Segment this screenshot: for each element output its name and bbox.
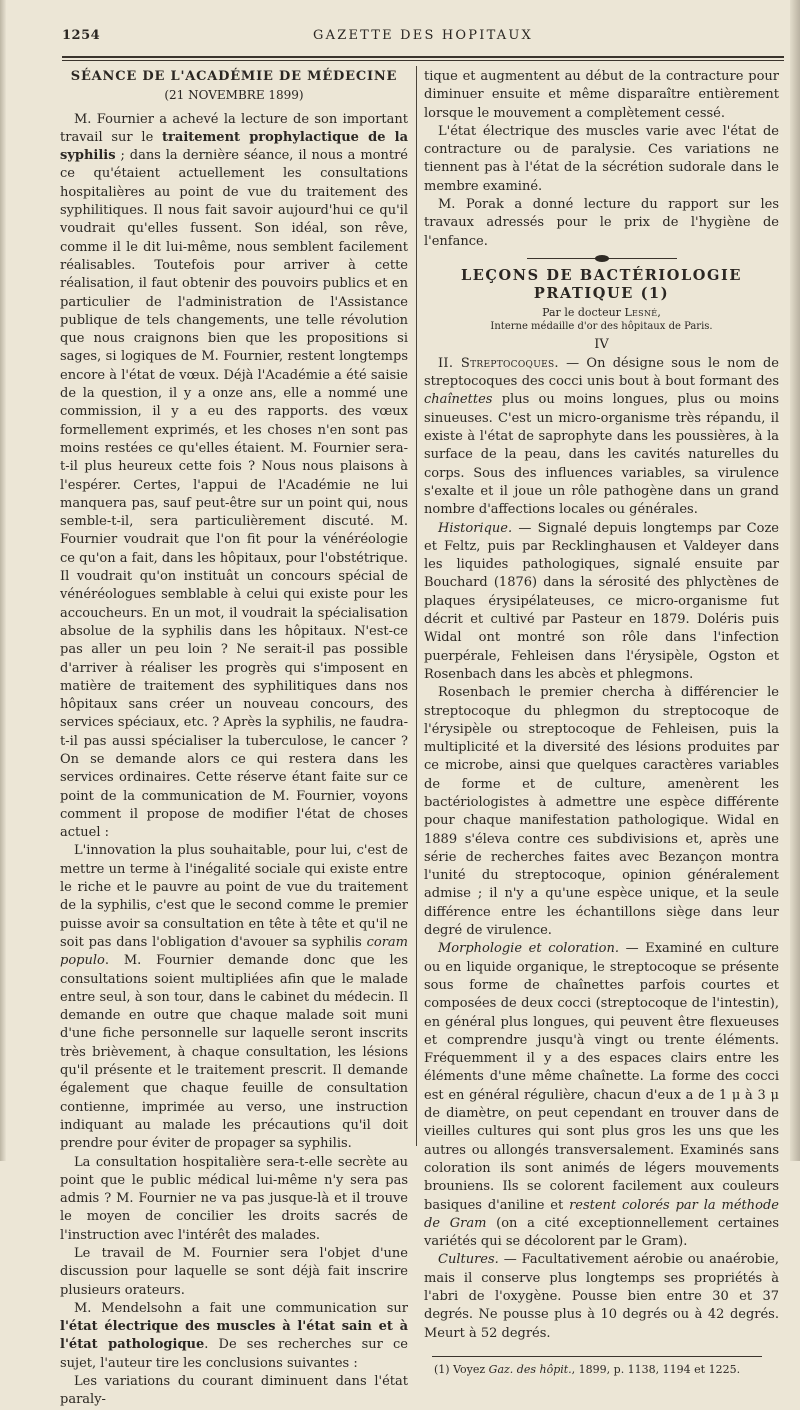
paragraph — [60, 842, 408, 1153]
text-run: . De ses recherches sur ce sujet, l'auteur tire les conclusions suivantes : — [60, 1337, 408, 1371]
section-lead: II. Streptocoques. — [438, 355, 559, 371]
running-head — [62, 28, 784, 50]
section-lead: Morphologie et coloration. — [438, 941, 619, 957]
paragraph: M. Porak a donné lecture du rapport sur les travaux adressés pour le prix de l'hygiène de l'enfance. — [424, 197, 779, 249]
affiliation: Interne médaille d'or des hôpitaux de Paris. — [490, 320, 713, 332]
text-run: ; dans la dernière séance, il nous a montré ce qu'étaient actuellement les consultations hospitalières au point de vue du traitement des syphilitiques. Il nous fait savoir aujourd'hui ce qu'il voudrait qu'elles fussent. Son idéal, son rêve, comme il le dit lui-même, nous semblent facilement réalisables. Toutefois pour arriver à cette réalisation, il faut obtenir des pouvoirs publics et en particulier de l'administration de l'Assistance publique de tels changements, une telle révolution que nous craignons bien que les propositions si sages, si logiques de M. Fournier, restent longtemps encore à l'état de vœux. Déjà l'Académie a été saisie de la question, il y a onze ans, elle a nommé une commission, il y a eu des rapports. des vœux formellement exprimés, et les choses n'en sont pas moins restées ce qu'elles étaient. M. Fournier sera-t-il plus heureux cette fois ? Nous nous plaisons à l'espérer. Certes, l'appui de l'Académie ne lui manquera pas, sauf peut-être sur un point qui, nous semble-t-il, sera particulièrement discuté. M. Fournier voudrait que l'on fit pour la vénéréologie ce qu'on a fait, dans les hôpitaux, pour l'obstétrique. Il voudrait qu'on instituât un concours spécial de vénéréologues semblable à celui qui existe pour les accoucheurs. En un mot, il voudrait la spécialisation absolue de la syphilis dans les hôpitaux. N'est-ce pas aller un peu loin ? Ne serait-il pas possible d'arriver à réaliser les progrès qui s'imposent en matière de traitement des syphilitiques dans nos hôpitaux sans créer un nouveau concours, des services spéciaux, etc. ? Après la syphilis, ne faudra-t-il pas aussi spécialiser la tuberculose, le cancer ? On se demande alors ce qui restera dans les services ordinaires. Cette réserve étant faite sur ce point de la communication de M. Fournier, voyons comment il propose de modifier l'état de choses actuel : — [60, 148, 408, 841]
section-date: (21 NOVEMBRE 1899) — [164, 88, 304, 103]
text-run: — On désigne sous le nom de streptocoques des cocci unis bout à bout formant des — [424, 355, 779, 390]
page-number: 1254 — [62, 28, 101, 43]
lesson-number: IV — [594, 336, 609, 352]
journal-title: GAZETTE DES HOPITAUX — [313, 28, 533, 43]
text-run: L'innovation la plus souhaitable, pour lui, c'est de mettre un terme à l'inégalité sociale qui existe entre le riche et le pauvre au point de vue du traitement de la syphilis, c'est que le second comme le premier puisse avoir sa consultation en tête à tête et qu'il ne soit pas dans l'obligation d'avouer sa syphilis — [60, 843, 408, 950]
italic-term: Gaz. des hôpit. — [488, 1362, 572, 1376]
section-title: SÉANCE DE L'ACADÉMIE DE MÉDECINE — [70, 69, 398, 84]
paragraph: L'état électrique des muscles varie avec l'état de contracture ou de paralysie. Ces variations ne tiennent pas à l'état de la sécrétion sudorale dans le membre examiné. — [424, 123, 779, 194]
section-lead: Historique. — [438, 520, 513, 536]
bold-term: traitement prophylactique de la syphilis — [60, 129, 408, 164]
italic-term: chaînettes — [424, 392, 493, 408]
page-left-edge — [0, 0, 6, 1161]
left-column — [60, 68, 408, 1410]
paragraph — [60, 111, 408, 843]
text-run: — Examiné en culture ou en liquide organique, le streptocoque se présente sous forme de chaînettes parfois courtes et composées de deux cocci (streptocoque de l'intestin), en général plus longues, qui peuvent être flexueuses et comprendre jusqu'à vingt ou trente éléments. Fréquemment il y a des espaces clairs entre les éléments d'une même chaînette. La forme des cocci est en général régulière, chacun d'eux a de 1 μ à 3 μ de diamètre, on peut cependant en trouver dans de vieilles cultures qui sont plus gros les uns que les autres ou allongés transversalement. Examinés sans coloration ils sont animés de légers mouvements brouniens. Ils se colorent facilement aux couleurs basiques d'aniline et — [424, 941, 779, 1213]
text-run: (on a cité exceptionnellement certaines variétés qui se décolorent par le Gram). — [424, 1215, 779, 1250]
byline — [424, 306, 779, 320]
italic-term: restent colorés par la méthode de Gram — [424, 1197, 779, 1231]
paragraph — [424, 1251, 779, 1342]
paragraph: tique et augmentent au début de la contracture pour diminuer ensuite et même disparaître entièrement lorsque le mouvement a complètement cessé. — [424, 69, 779, 121]
paragraph — [424, 940, 779, 1251]
text-run: Par le docteur — [542, 305, 625, 319]
italic-term: coram populo — [60, 934, 408, 969]
text-run: M. Fournier a achevé la lecture de son important travail sur le — [60, 111, 408, 145]
right-column — [424, 68, 779, 1377]
text-run: . M. Fournier demande donc que les consultations soient multipliées afin que le malade entre seul, à son tour, dans le cabinet du médecin. Il demande en outre que chaque malade soit muni d'une fiche personnelle sur laquelle seront inscrits très brièvement, à chaque consultation, les lésions qu'il présente et le traitement prescrit. Il demande également que chaque feuille de consultation contienne, imprimée au verso, une instruction indiquant au malade les précautions qu'il doit prendre pour éviter de propager sa syphilis. — [60, 953, 408, 1152]
paragraph: La consultation hospitalière sera-t-elle secrète au point que le public médical lui-même n'y sera pas admis ? M. Fournier ne va pas jusque-là et il trouve le moyen de concilier les droits sacrés de l'instruction avec l'intérêt des malades. — [60, 1154, 408, 1243]
text-run: plus ou moins longues, plus ou moins sinueuses. C'est un micro-organisme très répandu, il existe à l'état de saprophyte dans les poussières, à la surface de la peau, dans les cavités naturelles du corps. Sous des influences variables, sa virulence s'exalte et il joue un rôle pathogène dans un grand nombre d'affections locales ou générales. — [424, 392, 779, 518]
footnote-rule — [432, 1356, 762, 1357]
text-run: , 1899, p. 1138, 1194 et 1225. — [571, 1362, 741, 1376]
text-run: M. Mendelsohn a fait une communication sur — [74, 1300, 408, 1316]
paragraph — [424, 520, 779, 685]
article-title: LEÇONS DE BACTÉRIOLOGIE PRATIQUE (1) — [460, 266, 743, 303]
paragraph: Les variations du courant diminuent dans l'état paraly- — [60, 1374, 408, 1408]
footnote — [424, 1363, 779, 1377]
ornament-separator — [527, 258, 677, 259]
section-lead: Cultures. — [438, 1252, 499, 1268]
paragraph: Le travail de M. Fournier sera l'objet d'une discussion pour laquelle se sont déjà fait inscrire plusieurs orateurs. — [60, 1246, 408, 1298]
bold-term: l'état électrique des muscles à l'état sain et à l'état pathologique — [60, 1319, 408, 1353]
ornament-dot — [595, 255, 609, 262]
paragraph: Rosenbach le premier chercha à différencier le streptocoque du phlegmon du streptocoque de l'érysipèle ou streptocoque de Fehleisen, puis la multiplicité et la diversité des lésions produites par ce microbe, ainsi que quelques caractères variables de forme et de culture, amenèrent les bactériologistes à admettre une espèce différente pour chaque manifestation pathologique. Widal en 1889 s'éleva contre ces subdivisions et, après une série de recherches faites avec Bezançon montra l'unité du streptocoque, opinion généralement admise ; il n'y a qu'une espèce unique, et la seule différence entre les échantillons siège dans leur degré de virulence. — [424, 685, 779, 939]
text-run: — Facultativement aérobie ou anaérobie, mais il conserve plus longtemps ses propriétés à l'abri de l'oxygène. Pousse bien entre 30 et 37 degrés. Ne pousse plus à 10 degrés ou à 42 degrés. Meurt à 52 degrés. — [424, 1252, 779, 1341]
text-run: (1) Voyez — [434, 1362, 489, 1376]
text-run: — Signalé depuis longtemps par Coze et Feltz, puis par Recklinghausen et Valdeyer dans les liquides pathologiques, signalé ensuite par Bouchard (1876) dans la sérosité des phlyctènes de plaques érysipélateuses, ce micro-organisme fut décrit et cultivé par Pasteur en 1879. Doléris puis Widal ont montré son rôle dans l'infection puerpérale, Fehleisen dans l'érysipèle, Ogston et Rosenbach dans les abcès et phlegmons. — [424, 520, 779, 682]
paragraph — [60, 1300, 408, 1373]
page-right-edge — [790, 0, 800, 1161]
text-run: , — [657, 305, 661, 319]
header-rule — [62, 56, 784, 61]
paragraph — [424, 355, 779, 520]
column-divider — [416, 66, 417, 1146]
author-name: Lesné — [624, 305, 658, 319]
